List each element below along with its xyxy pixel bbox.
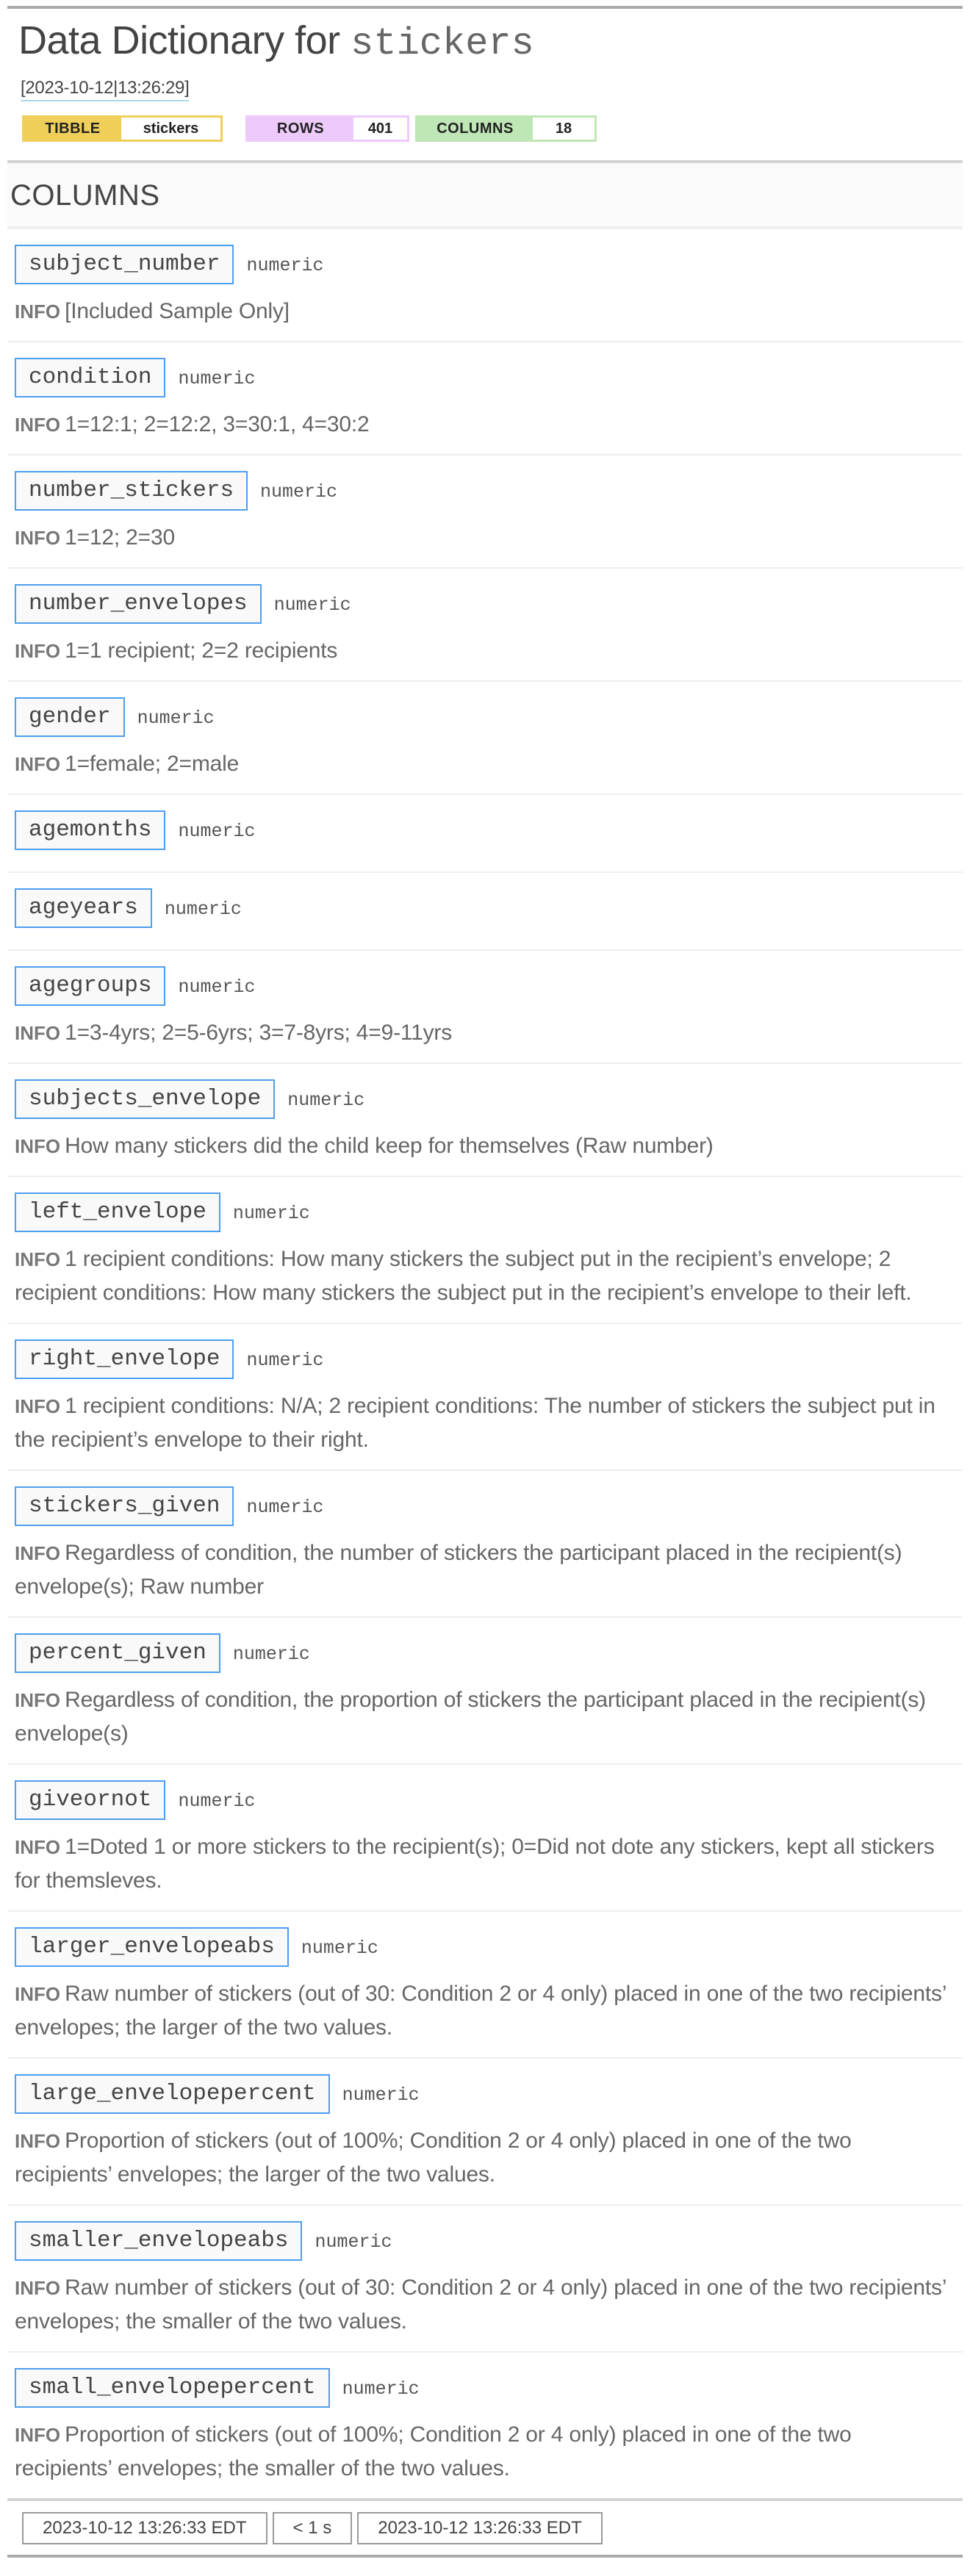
info-label: INFO xyxy=(15,1395,61,1417)
column-type: numeric xyxy=(273,594,351,616)
column-type: numeric xyxy=(260,481,338,503)
info-text: Regardless of condition, the number of stickers the participant placed in the recipient(s) envelope(s); Raw number xyxy=(15,1541,902,1599)
column-name: subject_number xyxy=(15,245,234,284)
rows-badge-value: 401 xyxy=(353,118,407,140)
info-text: 1=3-4yrs; 2=5-6yrs; 3=7-8yrs; 4=9-11yrs xyxy=(65,1021,452,1045)
column-info xyxy=(15,2418,948,2486)
column-name: right_envelope xyxy=(15,1339,234,1379)
column-type: numeric xyxy=(164,898,242,920)
column-header-row xyxy=(7,471,963,511)
column-type: numeric xyxy=(342,2378,420,2400)
info-label: INFO xyxy=(15,2130,61,2152)
column-header-row xyxy=(7,1633,963,1673)
column-header-row xyxy=(7,358,963,397)
end-time: 2023-10-12 13:26:33 EDT xyxy=(357,2512,603,2544)
column-type: numeric xyxy=(301,1937,378,1959)
info-label: INFO xyxy=(15,753,61,775)
column-header-row xyxy=(7,966,963,1006)
column-info xyxy=(15,2271,948,2339)
column-name: percent_given xyxy=(15,1633,220,1673)
data-dictionary-page xyxy=(7,0,963,2558)
column-entry-large-envelopepercent xyxy=(7,2059,963,2206)
column-entry-number-envelopes xyxy=(7,569,963,682)
info-text: 1=1 recipient; 2=2 recipients xyxy=(65,638,338,663)
column-type: numeric xyxy=(178,367,256,389)
tibble-badge xyxy=(22,115,223,142)
info-text: [Included Sample Only] xyxy=(65,299,290,323)
column-name: condition xyxy=(15,358,165,397)
title-dataset-name: stickers xyxy=(351,22,534,65)
column-type: numeric xyxy=(342,2084,420,2106)
column-info xyxy=(15,1129,948,1163)
column-entry-larger-envelopeabs xyxy=(7,1912,963,2059)
column-name: left_envelope xyxy=(15,1192,220,1232)
column-type: numeric xyxy=(178,820,256,842)
column-name: ageyears xyxy=(15,888,152,928)
footer xyxy=(7,2498,963,2555)
column-info xyxy=(15,1683,948,1751)
columns-badge-label: COLUMNS xyxy=(417,118,533,140)
column-name: number_stickers xyxy=(15,471,248,511)
column-header-row xyxy=(7,810,963,850)
column-entry-stickers-given xyxy=(7,1471,963,1618)
info-label: INFO xyxy=(15,414,61,436)
info-label: INFO xyxy=(15,1542,61,1564)
column-name: subjects_envelope xyxy=(15,1079,275,1119)
columns-section-header xyxy=(7,163,963,229)
column-entry-number-stickers xyxy=(7,456,963,569)
info-text: Proportion of stickers (out of 100%; Condition 2 or 4 only) placed in one of the two recipients’ envelopes; the smaller of the two values. xyxy=(15,2422,852,2480)
info-label: INFO xyxy=(15,1248,61,1270)
column-type: numeric xyxy=(232,1643,310,1665)
info-label: INFO xyxy=(15,2277,61,2299)
column-header-row xyxy=(7,2074,963,2114)
column-info xyxy=(15,1830,948,1898)
column-info xyxy=(15,1016,948,1050)
info-label: INFO xyxy=(15,640,61,662)
column-name: stickers_given xyxy=(15,1486,234,1526)
column-entry-agegroups xyxy=(7,951,963,1064)
column-type: numeric xyxy=(232,1202,310,1224)
column-entry-subjects-envelope xyxy=(7,1064,963,1177)
info-text: Regardless of condition, the proportion of stickers the participant placed in the recipient(s) envelope(s) xyxy=(15,1688,926,1746)
column-type: numeric xyxy=(246,1349,324,1371)
info-label: INFO xyxy=(15,1836,61,1858)
bottom-rule xyxy=(7,2555,963,2558)
info-text: 1=female; 2=male xyxy=(65,752,240,776)
column-list xyxy=(7,229,963,2498)
column-type: numeric xyxy=(178,1790,256,1812)
column-header-row xyxy=(7,1192,963,1232)
column-type: numeric xyxy=(178,976,256,998)
info-text: 1=Doted 1 or more stickers to the recipient(s); 0=Did not dote any stickers, kept all stickers for themsleves. xyxy=(15,1835,935,1893)
footer-timing xyxy=(22,2512,608,2544)
column-entry-agemonths xyxy=(7,795,963,873)
column-header-row xyxy=(7,584,963,624)
column-entry-small-envelopepercent xyxy=(7,2353,963,2498)
column-entry-subject-number xyxy=(7,229,963,342)
column-entry-smaller-envelopeabs xyxy=(7,2206,963,2353)
column-info xyxy=(15,747,948,781)
rows-badge xyxy=(245,115,409,142)
column-entry-giveornot xyxy=(7,1765,963,1912)
info-label: INFO xyxy=(15,1983,61,2005)
column-header-row xyxy=(7,1339,963,1379)
info-label: INFO xyxy=(15,301,61,323)
column-name: agegroups xyxy=(15,966,165,1006)
info-text: 1 recipient conditions: N/A; 2 recipient conditions: The number of stickers the subject put in the recipient’s envelope to their right. xyxy=(15,1394,935,1452)
info-text: Proportion of stickers (out of 100%; Condition 2 or 4 only) placed in one of the two recipients’ envelopes; the larger of the two values. xyxy=(15,2129,852,2187)
column-header-row xyxy=(7,1780,963,1820)
column-info xyxy=(15,2124,948,2192)
start-time: 2023-10-12 13:26:33 EDT xyxy=(22,2512,267,2544)
column-type: numeric xyxy=(287,1089,365,1111)
rows-badge-label: ROWS xyxy=(248,118,353,140)
tibble-badge-label: TIBBLE xyxy=(24,118,121,140)
column-info xyxy=(15,408,948,442)
column-type: numeric xyxy=(315,2231,392,2253)
info-text: 1 recipient conditions: How many stickers the subject put in the recipient’s envelope; 2 recipient conditions: How many stickers the subject put in the recipient’s envelope to their left. xyxy=(15,1247,912,1305)
info-text: Raw number of stickers (out of 30: Condition 2 or 4 only) placed in one of the two recipients’ envelopes; the larger of the two values. xyxy=(15,1982,946,2040)
column-info xyxy=(15,1977,948,2045)
info-text: How many stickers did the child keep for themselves (Raw number) xyxy=(65,1134,714,1158)
column-name: giveornot xyxy=(15,1780,165,1820)
elapsed-time: < 1 s xyxy=(273,2512,353,2544)
info-label: INFO xyxy=(15,527,61,549)
column-header-row xyxy=(7,2368,963,2408)
column-info xyxy=(15,1242,948,1310)
info-label: INFO xyxy=(15,1135,61,1157)
column-header-row xyxy=(7,245,963,284)
column-info xyxy=(15,295,948,328)
info-text: Raw number of stickers (out of 30: Condition 2 or 4 only) placed in one of the two recipients’ envelopes; the smaller of the two values. xyxy=(15,2275,946,2334)
column-info xyxy=(15,1536,948,1604)
title-prefix: Data Dictionary for xyxy=(18,18,351,62)
summary-badges xyxy=(22,115,597,142)
column-entry-condition xyxy=(7,342,963,456)
columns-badge xyxy=(415,115,597,142)
columns-section-title: COLUMNS xyxy=(10,179,160,212)
column-type: numeric xyxy=(246,1496,324,1518)
column-name: large_envelopepercent xyxy=(15,2074,330,2114)
columns-badge-value: 18 xyxy=(533,118,594,140)
info-text: 1=12:1; 2=12:2, 3=30:1, 4=30:2 xyxy=(65,412,370,436)
column-name: gender xyxy=(15,697,125,737)
column-header-row xyxy=(7,697,963,737)
page-title xyxy=(18,15,534,70)
column-entry-left-envelope xyxy=(7,1177,963,1324)
tibble-badge-value: stickers xyxy=(121,118,220,140)
report-timestamp: [2023-10-12|13:26:29] xyxy=(21,76,189,101)
column-entry-percent-given xyxy=(7,1618,963,1765)
column-name: smaller_envelopeabs xyxy=(15,2221,302,2261)
column-info xyxy=(15,521,948,555)
column-info xyxy=(15,1389,948,1457)
header xyxy=(7,9,963,160)
column-type: numeric xyxy=(137,707,215,729)
column-name: larger_envelopeabs xyxy=(15,1927,289,1967)
column-entry-gender xyxy=(7,682,963,795)
column-header-row xyxy=(7,1927,963,1967)
info-label: INFO xyxy=(15,1022,61,1044)
column-header-row xyxy=(7,1079,963,1119)
column-header-row xyxy=(7,2221,963,2261)
info-text: 1=12; 2=30 xyxy=(65,525,175,550)
column-type: numeric xyxy=(246,254,324,276)
column-entry-ageyears xyxy=(7,873,963,951)
column-name: number_envelopes xyxy=(15,584,262,624)
column-name: small_envelopepercent xyxy=(15,2368,330,2408)
info-label: INFO xyxy=(15,2424,61,2446)
column-info xyxy=(15,634,948,668)
info-label: INFO xyxy=(15,1689,61,1711)
column-header-row xyxy=(7,888,963,928)
column-header-row xyxy=(7,1486,963,1526)
column-entry-right-envelope xyxy=(7,1324,963,1471)
column-name: agemonths xyxy=(15,810,165,850)
